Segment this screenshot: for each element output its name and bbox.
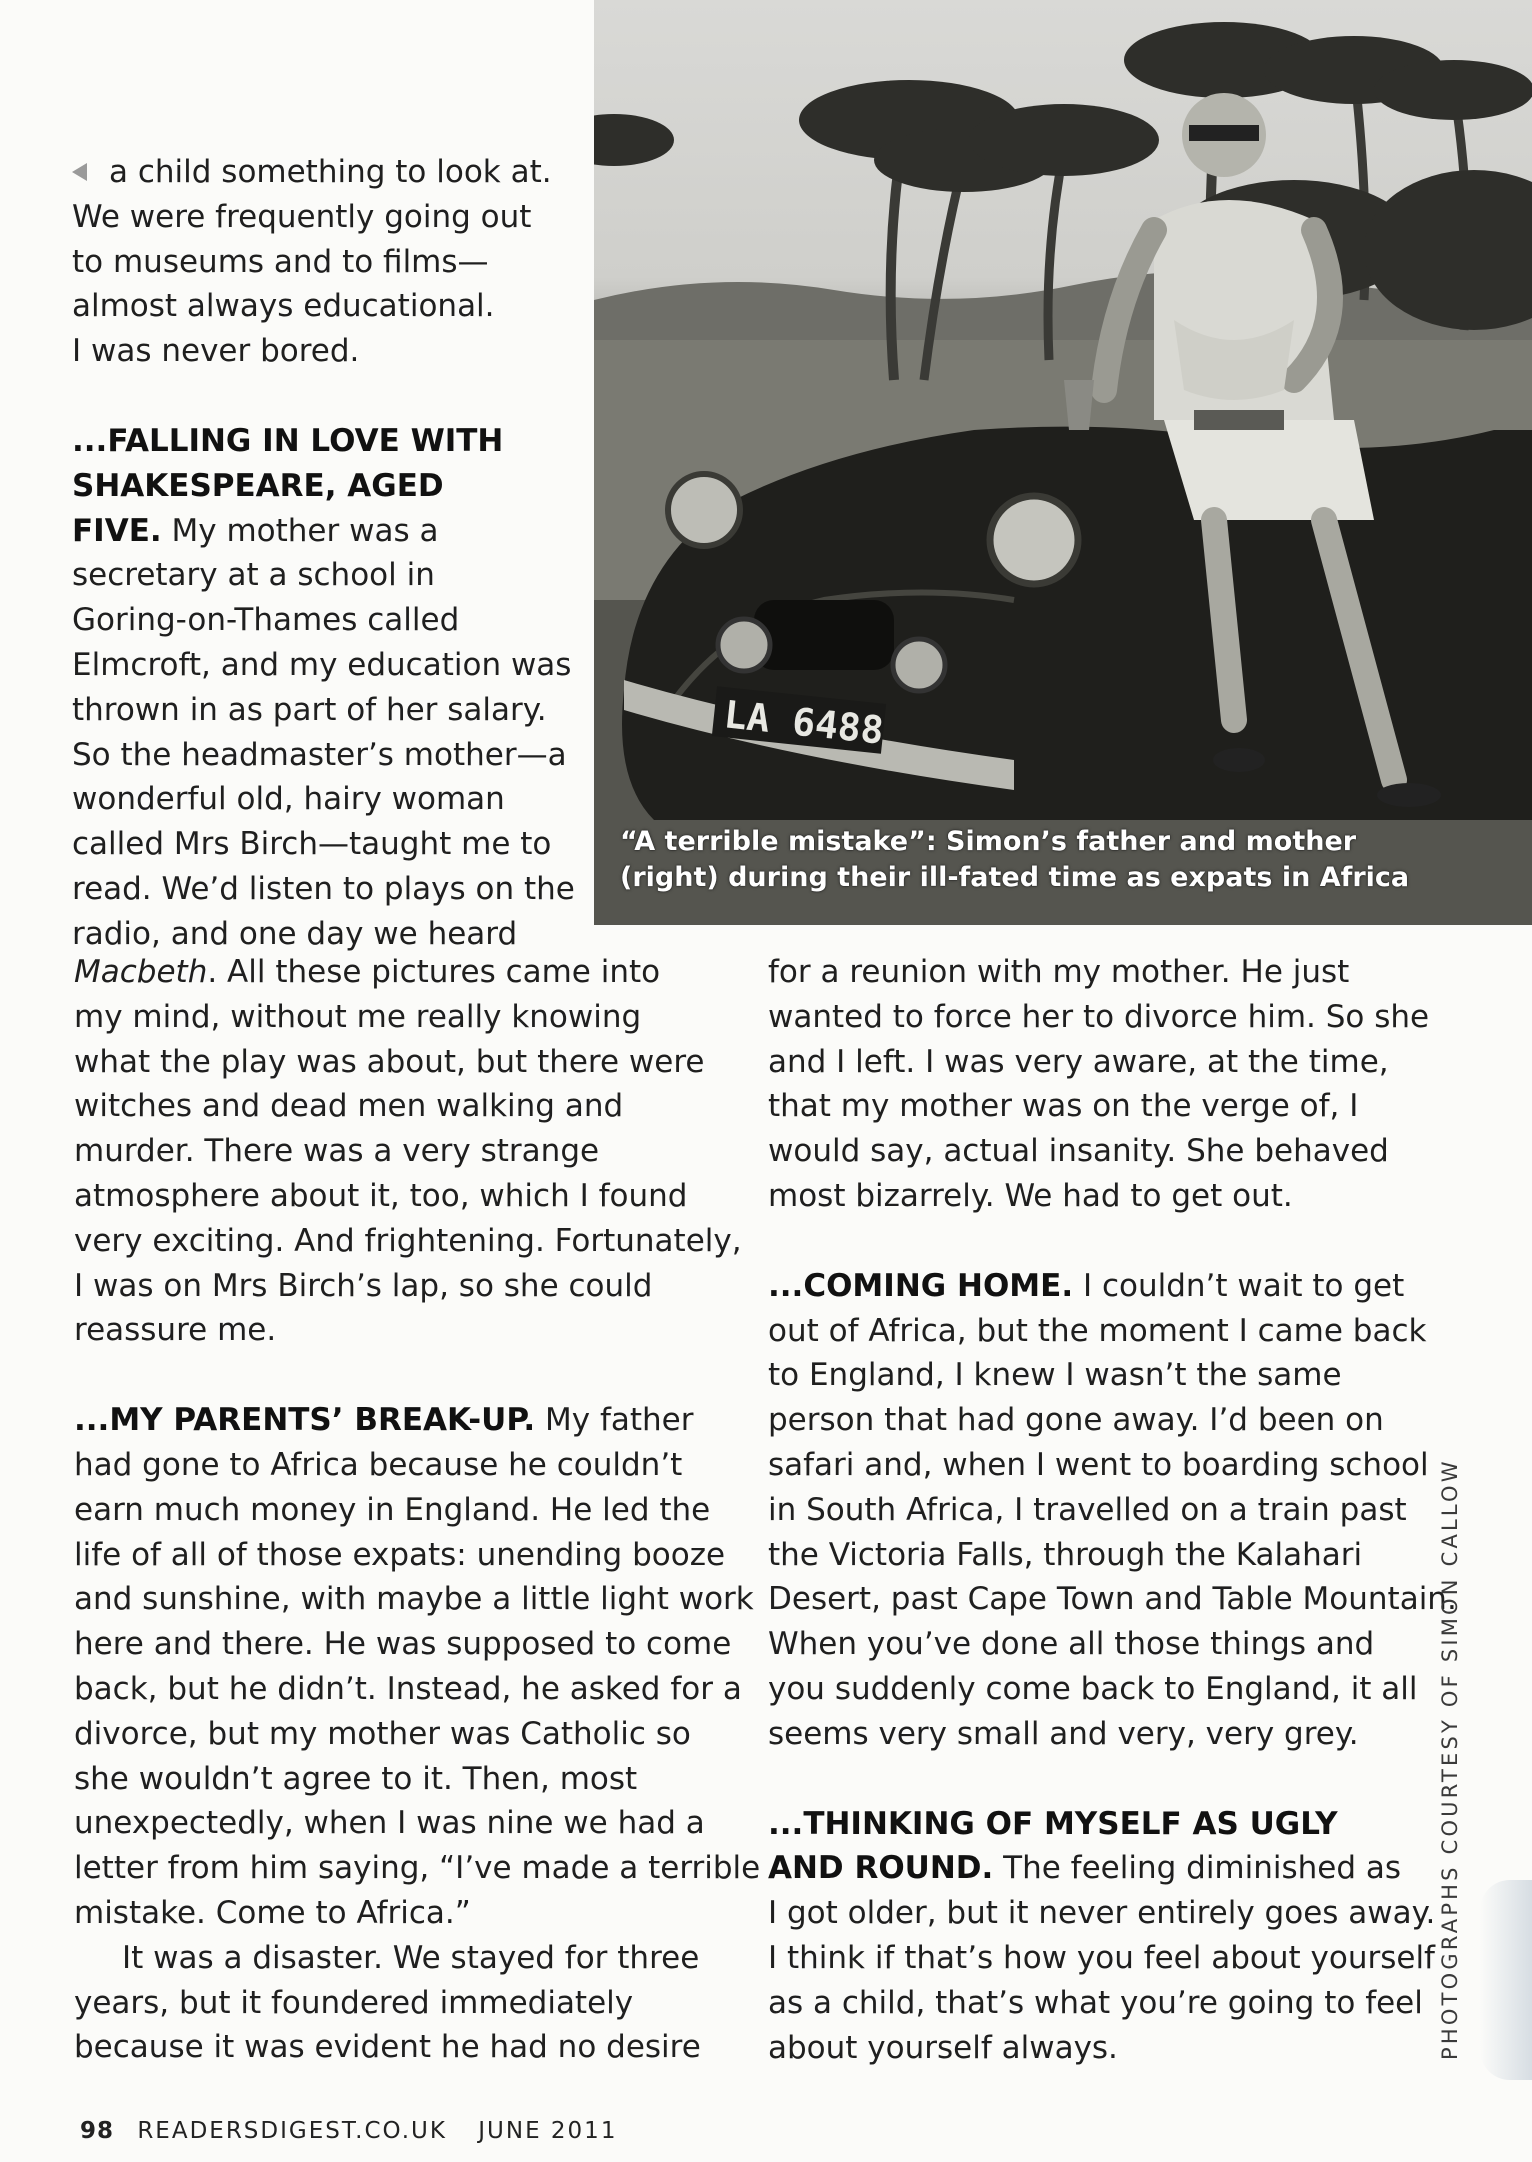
scan-edge-smudge [1480, 1880, 1532, 2080]
body-line: I got older, but it never entirely goes away. [768, 1895, 1436, 1932]
body-line: back, but he didn’t. Instead, he asked for a [74, 1670, 742, 1707]
body-line: ...MY PARENTS’ BREAK-UP. My father [74, 1402, 694, 1439]
body-line: When you’ve done all those things and [768, 1626, 1375, 1663]
body-line: I was on Mrs Birch’s lap, so she could [74, 1267, 653, 1304]
continuation-arrow-icon [72, 163, 87, 181]
body-line: Macbeth. All these pictures came into [74, 954, 661, 990]
section-parents-break-up [74, 1398, 761, 2070]
photo-illustration [594, 0, 1532, 925]
body-line: life of all of those expats: unending booze [74, 1536, 726, 1573]
body-line: most bizarrely. We had to get out. [768, 1177, 1293, 1214]
section-ugly-and-round [768, 1802, 1436, 2071]
body-line: had gone to Africa because he couldn’t [74, 1446, 683, 1483]
body-line: safari and, when I went to boarding school [768, 1446, 1429, 1483]
section-heading: FIVE. [72, 512, 162, 549]
intro-line: We were frequently going out [72, 198, 532, 235]
body-line: divorce, but my mother was Catholic so [74, 1715, 691, 1752]
body-line [72, 419, 572, 464]
body-line: I think if that’s how you feel about yourself [768, 1939, 1435, 1976]
photo-caption [620, 824, 1520, 896]
body-line: for a reunion with my mother. He just [768, 954, 1350, 990]
column-left-top [72, 150, 575, 957]
body-line: years, but it foundered immediately [74, 1984, 634, 2021]
body-line: letter from him saying, “I’ve made a terrible [74, 1850, 761, 1887]
body-line: earn much money in England. He led the [74, 1491, 711, 1528]
body-line: would say, actual insanity. She behaved [768, 1133, 1389, 1170]
page-number: 98 [80, 2118, 115, 2144]
footer-site: READERSDIGEST.CO.UK [137, 2118, 447, 2144]
body-line: and sunshine, with maybe a little light work [74, 1581, 754, 1618]
body-line: Desert, past Cape Town and Table Mountain. [768, 1581, 1457, 1618]
photo-credit: PHOTOGRAPHS COURTESY OF SIMON CALLOW [1438, 1458, 1462, 2060]
body-line: mistake. Come to Africa.” [74, 1894, 471, 1931]
body-line: in South Africa, I travelled on a train past [768, 1491, 1407, 1528]
body-line [72, 464, 572, 509]
body-line: seems very small and very, very grey. [768, 1715, 1359, 1752]
section-heading: ...MY PARENTS’ BREAK-UP. [74, 1402, 536, 1439]
column-left-bottom [74, 950, 761, 2070]
body-line: FIVE. My mother was a [72, 512, 439, 549]
body-line: that my mother was on the verge of, I [768, 1088, 1359, 1125]
body-line: as a child, that’s what you’re going to feel [768, 1984, 1423, 2021]
body-line: AND ROUND. The feeling diminished as [768, 1850, 1402, 1887]
body-line: person that had gone away. I’d been on [768, 1402, 1384, 1439]
caption-line: “A terrible mistake”: Simon’s father and mother [620, 826, 1357, 857]
body-line: here and there. He was supposed to come [74, 1626, 732, 1663]
body-line: to England, I knew I wasn’t the same [768, 1357, 1342, 1394]
body-line: wonderful old, hairy woman [72, 781, 505, 818]
intro-line: to museums and to films— [72, 243, 489, 280]
body-line: thrown in as part of her salary. [72, 691, 547, 728]
section-heading: ...COMING HOME. [768, 1267, 1074, 1304]
body-line: So the headmaster’s mother—a [72, 736, 567, 773]
body-line: the Victoria Falls, through the Kalahari [768, 1536, 1363, 1573]
intro-text: a child something to look at. [109, 154, 552, 190]
section-heading: ...THINKING OF MYSELF AS UGLY [768, 1805, 1338, 1842]
license-plate-text: LA 6488 [721, 692, 886, 753]
body-line: about yourself always. [768, 2029, 1118, 2066]
section-heading: AND ROUND. [768, 1850, 994, 1887]
section-coming-home [768, 1264, 1457, 1757]
section-shakespeare [72, 419, 575, 957]
body-line: and I left. I was very aware, at the time, [768, 1043, 1389, 1080]
body-line: secretary at a school in [72, 557, 435, 594]
section-heading: ...FALLING IN LOVE WITH [72, 422, 504, 459]
intro-line: I was never bored. [72, 333, 360, 370]
body-line: unexpectedly, when I was nine we had a [74, 1805, 705, 1842]
body-line: reassure me. [74, 1312, 277, 1349]
footer-issue: JUNE 2011 [478, 2118, 618, 2144]
body-line: Elmcroft, and my education was [72, 646, 572, 683]
body-line: she wouldn’t agree to it. Then, most [74, 1760, 638, 1797]
play-title: Macbeth [74, 954, 208, 990]
body-line: It was a disaster. We stayed for three [122, 1939, 700, 1976]
body-line [768, 1802, 1428, 1847]
intro-line: almost always educational. [72, 288, 495, 325]
body-line: read. We’d listen to plays on the [72, 870, 575, 907]
body-line: out of Africa, but the moment I came back [768, 1312, 1427, 1349]
body-line: wanted to force her to divorce him. So she [768, 998, 1430, 1035]
body-line: Goring-on-Thames called [72, 602, 460, 639]
body-line: my mind, without me really knowing [74, 998, 642, 1035]
body-line: called Mrs Birch—taught me to [72, 826, 552, 863]
body-line: ...COMING HOME. I couldn’t wait to get [768, 1267, 1405, 1304]
page-footer [80, 2118, 617, 2144]
article-photo [594, 0, 1532, 925]
body-line: atmosphere about it, too, which I found [74, 1177, 688, 1214]
body-line: you suddenly come back to England, it all [768, 1670, 1418, 1707]
body-line: witches and dead men walking and [74, 1088, 624, 1125]
section-heading: SHAKESPEARE, AGED [72, 467, 444, 504]
body-line: because it was evident he had no desire [74, 2029, 701, 2066]
intro-line [72, 150, 572, 195]
body-line: very exciting. And frightening. Fortunately, [74, 1222, 742, 1259]
body-line: murder. There was a very strange [74, 1133, 600, 1170]
caption-line: (right) during their ill-fated time as expats in Africa [620, 862, 1410, 893]
body-line: what the play was about, but there were [74, 1043, 705, 1080]
body-line: radio, and one day we heard [72, 915, 518, 952]
